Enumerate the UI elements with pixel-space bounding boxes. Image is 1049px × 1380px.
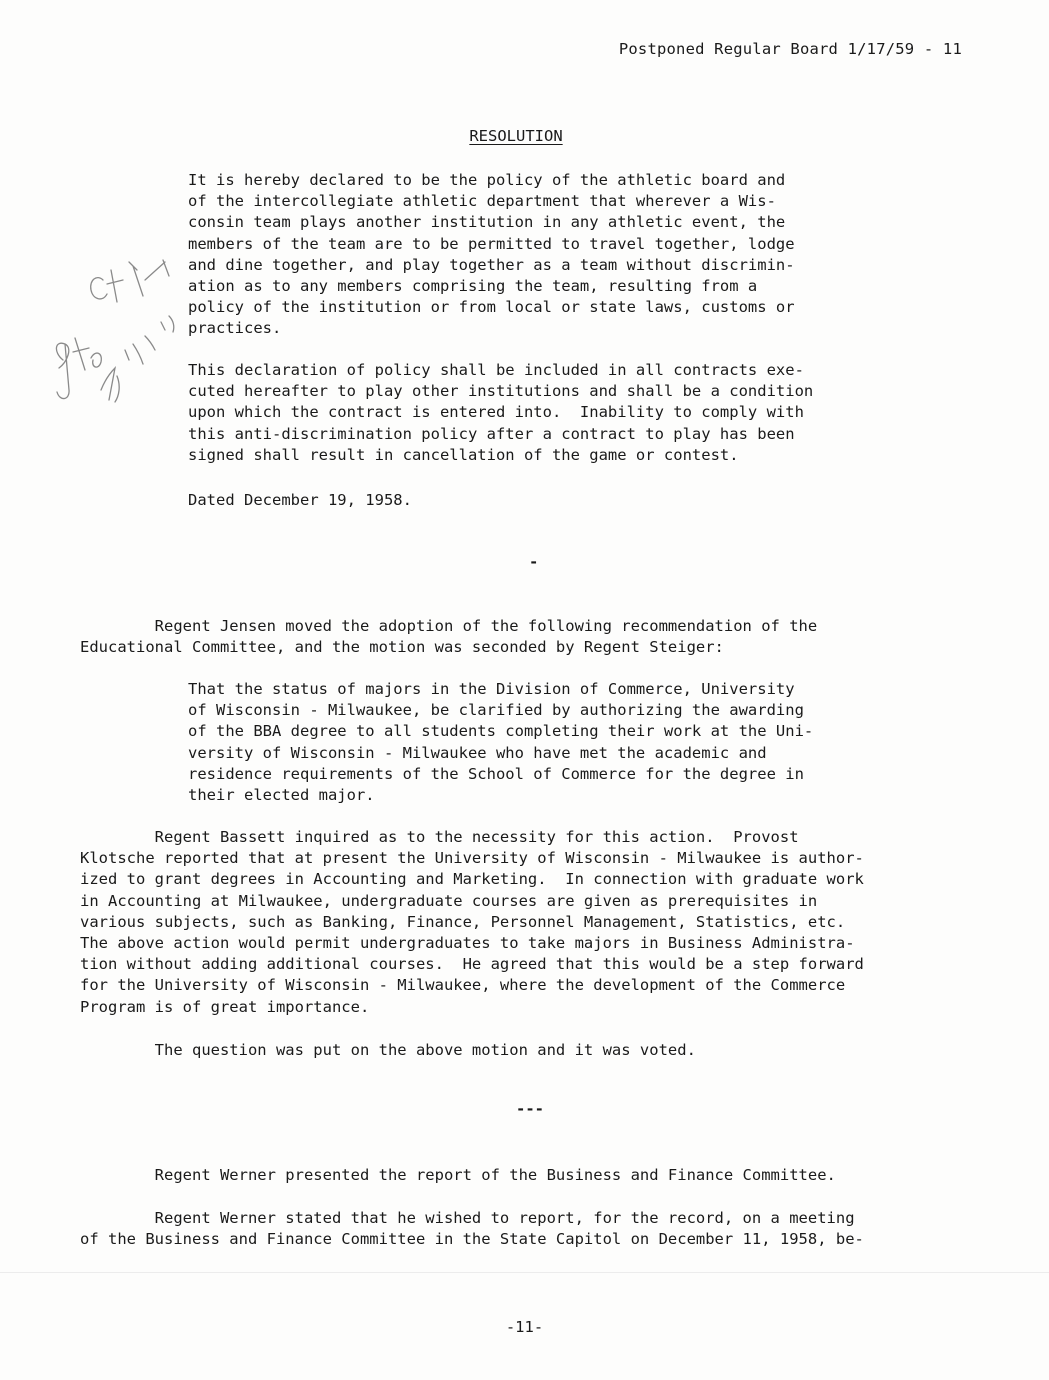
finance-report: Regent Werner presented the report of the Business and Finance Committee. bbox=[80, 1166, 836, 1184]
section-separator: - bbox=[529, 553, 539, 571]
motion-vote: The question was put on the above motion and it was voted. bbox=[80, 1041, 696, 1059]
handwritten-margin-annotation bbox=[45, 240, 195, 430]
page-number: -11- bbox=[505, 1318, 544, 1336]
section-separator: --- bbox=[516, 1100, 544, 1118]
resolution-paragraph-1: It is hereby declared to be the policy of the athletic board and of the intercollegiate athletic department that wherever a Wis- consin team plays another institution in any athletic event, the members of the team are to be permitted to travel together, lodge and dine together, and play together as a team without discrimin- ation as to any members comprising the team, resulting from a policy of the institution or from local or state laws, customs or practices. bbox=[188, 171, 795, 338]
running-header: Postponed Regular Board 1/17/59 - 11 bbox=[618, 40, 962, 58]
finance-statement: Regent Werner stated that he wished to report, for the record, on a meeting of the Business and Finance Committee in the State Capitol on December 11, 1958, be- bbox=[80, 1209, 864, 1249]
motion-discussion: Regent Bassett inquired as to the necessity for this action. Provost Klotsche reported that at present the University of Wisconsin - Milwaukee is author- ized to grant degrees in Accounting and Marketing. In connection with graduate work in Accounting at Milwaukee, undergraduate courses are given as prerequisites in various subjects, such as Banking, Finance, Personnel Management, Statistics, etc. The above action would permit undergraduates to take majors in Business Administra- tion without adding additional courses. He agreed that this would be a step forward for the University of Wisconsin - Milwaukee, where the development of the Commerce Program is of great importance. bbox=[80, 828, 864, 1016]
motion-intro: Regent Jensen moved the adoption of the following recommendation of the Educational Committee, and the motion was seconded by Regent Steiger: bbox=[80, 617, 818, 657]
scan-artifact-line bbox=[0, 1272, 1049, 1273]
resolution-paragraph-2: This declaration of policy shall be included in all contracts exe- cuted hereafter to play other institutions and shall be a condition upon which the contract is entered into. Inability to comply with this anti-discrimination policy after a contract to play has been signed shall result in cancellation of the game or contest. bbox=[188, 361, 814, 464]
resolution-dated: Dated December 19, 1958. bbox=[188, 491, 412, 509]
resolution-title: RESOLUTION bbox=[469, 127, 563, 145]
motion-recommendation: That the status of majors in the Division of Commerce, University of Wisconsin - Milwaukee, be clarified by authorizing the awarding of the BBA degree to all students completing their work at the Uni- versity of Wisconsin - Milwaukee who have met the academic and residence requirements of the School of Commerce for the degree in their elected major. bbox=[188, 680, 814, 805]
